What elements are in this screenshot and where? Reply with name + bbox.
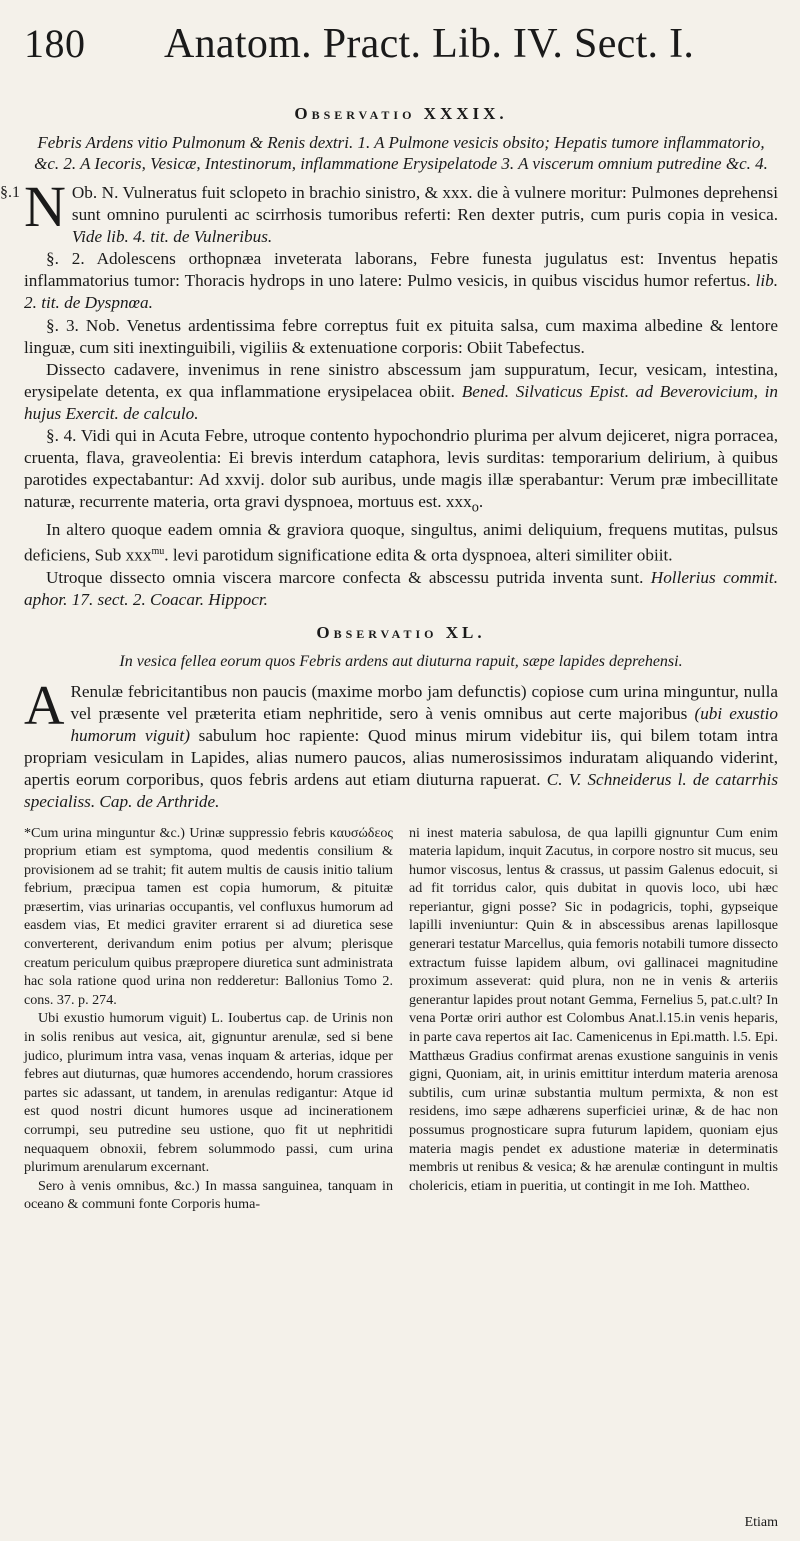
page-header <box>24 22 778 72</box>
footnote-columns <box>24 824 778 1214</box>
observation-40-reference: C. V. Schneiderus l. de catarrhis specialiss. Cap. de Arthride. <box>24 770 779 812</box>
section-1-reference: Vide lib. 4. tit. de Vulneribus. <box>71 227 273 247</box>
section-2-reference: lib. 2. tit. de Dyspnœa. <box>24 271 779 313</box>
section-3b-paragraph <box>24 359 778 425</box>
section-4c-paragraph <box>24 567 778 611</box>
section-2-text: §. 2. Adolescens orthopnæa inveterata laborans, Febre funesta jugulatus est: Inventus hepatis inflammatorius tumor: Thoracis hydrops in uno latere: Pulmo vesicis, in quibus viscidus humor refertus. <box>24 249 778 291</box>
observation-39-summary: Febris Ardens vitio Pulmonum & Renis dextri. 1. A Pulmone vesicis obsito; Hepatis tumore inflammatorio, &c. 2. A Iecoris, Vesicæ, Intestinorum, inflammatione Erysipelatode 3. A viscerum omnium putredine &c. 4. <box>34 133 768 173</box>
section-4c-reference: Hollerius commit. aphor. 17. sect. 2. Coacar. Hippocr. <box>24 567 778 609</box>
catchword: Etiam <box>744 1515 778 1530</box>
section-2-paragraph <box>24 248 778 314</box>
observation-40-summary: In vesica fellea eorum quos Febris ardens aut diuturna rapuit, sæpe lapides deprehensi. <box>119 652 683 670</box>
footnote-paragraph: Sero à venis omnibus, &c.) In massa sanguinea, tanquam in oceano & communi fonte Corporis huma- <box>24 1177 393 1213</box>
footnote-left-column <box>24 824 393 1214</box>
observation-40-title: Observatio XL. <box>316 622 486 642</box>
section-1-text: Ob. N. Vulneratus fuit sclopeto in brachio sinistro, & xxx. die à vulnere moritur: Pulmones deprehensi sunt omnino purulenti ac scirrhosis tumoribus referti: Ren dexter putris, cum puris copia in vesica. <box>71 183 778 225</box>
observation-39-title: Observatio XXXIX. <box>294 104 508 123</box>
section-1-mark: §.1 <box>0 184 20 201</box>
section-4-text: §. 4. Vidi qui in Acuta Febre, utroque contento hypochondrio plurima per alvum dejiceret, nigra porracea, cruenta, flava, graveolentia: Ei brevis interdum cataphora, levis surditas: temporarium delirium, à quibus parotides expectabantur: Ad xxvij. dolor sub auribus, unde magis illæ sperabantur: Verum præ imbecillitate naturæ, recurrente materia, orta gravi dyspnoea, mortuus est. xxx <box>24 426 778 512</box>
section-3-text: §. 3. Nob. Venetus ardentissima febre correptus fuit ex pituita salsa, cum maxima albedine & lentore linguæ, cum siti inextinguibili, vigiliis & extenuatione corporis: Obiit Tabefectus. <box>24 315 778 357</box>
observation-40-text-a: Renulæ febricitantibus non paucis (maxime morbo jam defunctis) copiose cum urina minguntur, nulla vel præsente vel præterita etiam nephritide, sero à venis omnibus aut certe majoribus <box>70 681 778 724</box>
footnote-paragraph: *Cum urina minguntur &c.) Urinæ suppressio febris καυσώδεος proprium etiam est symptoma, quod medentis consilium & provisionem ad se trahit; fit autem multis de causis initio talium febrium, præcipua tamen est copia humorum, & pituitæ præsertim, vias urinarias occupantis, vel confluxus humorum ad easdem vias, Et medici graviter errarent si ad diuretica sese converterent, derivandum enim potius per alvum; plerisque creatum periculum quibus præpropere diuretica sunt administrata hac sola ratione quod urina non redderetur: Ballonius Tomo 2. cons. 37. p. 274. <box>24 824 393 1008</box>
section-4c-text: Utroque dissecto omnia viscera marcore confecta & abscessu putrida inventa sunt. <box>46 567 644 587</box>
section-3b-reference: Bened. Silvaticus Epist. ad Beverovicium, in hujus Exercit. de calculo. <box>24 381 779 423</box>
drop-cap-a: A <box>24 674 65 737</box>
drop-cap-n: N <box>24 174 66 239</box>
section-3b-text: Dissecto cadavere, invenimus in rene sinistro abscessum jam suppuratum, Iecur, vesicam, intestina, erysipelate detenta, ex qua inflammatione erysipelacea obiit. <box>24 359 778 401</box>
section-4b-text-pre: In altero quoque eadem omnia & graviora quoque, singultus, animi deliquium, frequens mutitas, pulsus deficiens, Sub xxx <box>24 519 778 565</box>
section-4b-superscript: mu <box>151 545 165 557</box>
section-4b-paragraph <box>24 519 778 567</box>
section-1-paragraph <box>0 174 778 248</box>
page-number: 180 <box>24 21 86 66</box>
section-4-subscript: o <box>471 499 479 516</box>
footnote-paragraph: ni inest materia sabulosa, de qua lapilli gignuntur Cum enim materia lapidum, inquit Zacutus, in corpore nostro sit mucus, seu humor viscosus, lentus & crassus, ut passim Galenus edocuit, si ad fit torridus calor, quis dubitat in quovis loco, ubi hæc reperiantur, gigni posse? Sic in podagricis, tophi, gypseique lapilli inveniuntur: Quin & in abscessibus arenas lapillosque generari testatur Marcellus, quia femoris notabili tumore dissecto extractum fuisse lapidem album, ovi gallinacei magnitudine proximum asseverat: quid plura, non ne in venis & arteriis generantur lapides prout notant Gemma, Fernelius 5, pat.c.ult? In vena Portæ oriri author est Colombus Anat.l.15.in venis heparis, in parte cava repertos ait Iac. Camenicenus in Epi.matth. l.5. Epi. Matthæus Gradius confirmat arenas exustione sanguinis in venis gigni, Quoniam, ait, in urinis emittitur interdum materia arenosa subtilis, cum urinæ substantia multum permixta, & non est residens, imo sæpe adhærens superficiei urinæ, & de hac non possumus prognosticare supra futurum lapidem, quoniam ejus materia magis pendet ex adustione materiæ in determinatis membris ut renibus & vesica; & hæ arenulæ contingunt in multis cholericis, etiam in pueritia, ut contingit in me Ioh. Mattheo. <box>409 824 778 1194</box>
observation-40-text-b: (ubi exustio humorum viguit) <box>70 704 778 746</box>
section-3-paragraph <box>24 315 778 359</box>
section-4b-text-post: . levi parotidum significatione edita & orta dyspnoea, alteri similiter obiit. <box>164 545 673 565</box>
section-4-paragraph: §. 4. Vidi qui in Acuta Febre, utroque contento hypochondrio plurima per alvum dejiceret, nigra porracea, cruenta, flava, graveolentia: Ei brevis interdum cataphora, levis surditas: temporarium delirium, à quibus parotides expectabantur: Ad xxvij. dolor sub auribus, unde magis illæ sperabantur: Verum præ imbecillitate naturæ, recurrente materia, orta gravi dyspnoea, mortuus est. xxx$_o$. <box>24 426 778 516</box>
observation-40-paragraph <box>24 674 779 814</box>
observation-40-text-c: sabulum hoc rapiente: Quod minus mirum videbitur iis, qui bilem totam intra propriam vesiculam in Lapides, alias numero paucos, alias numerosissimos induratam aliquando viderint, apertis eorum corporibus, quos febris ardens aut etiam diuturna rapuerat. <box>24 726 778 790</box>
running-title: Anatom. Pract. Lib. IV. Sect. I. <box>164 21 695 67</box>
footnote-right-column <box>409 824 778 1214</box>
footnote-paragraph: Ubi exustio humorum viguit) L. Ioubertus cap. de Urinis non in solis renibus aut vesica, ait, gignuntur arenulæ, sed si bene judico, plurimum intra vasa, venas inquam & arterias, idque per febres aut diuturnas, quæ humores accendendo, horum crassiores partes sic adassant, ut tandem, in arenulas redigantur: Atque id est quod nostri dicunt humores usque ad incinerationem corrumpi, seu putredine seu ustione, quo fit ut nephritidi nequaquem obnoxii, febrem solummodo passi, cum urina plurimum arenularum excernant. <box>24 1010 393 1176</box>
